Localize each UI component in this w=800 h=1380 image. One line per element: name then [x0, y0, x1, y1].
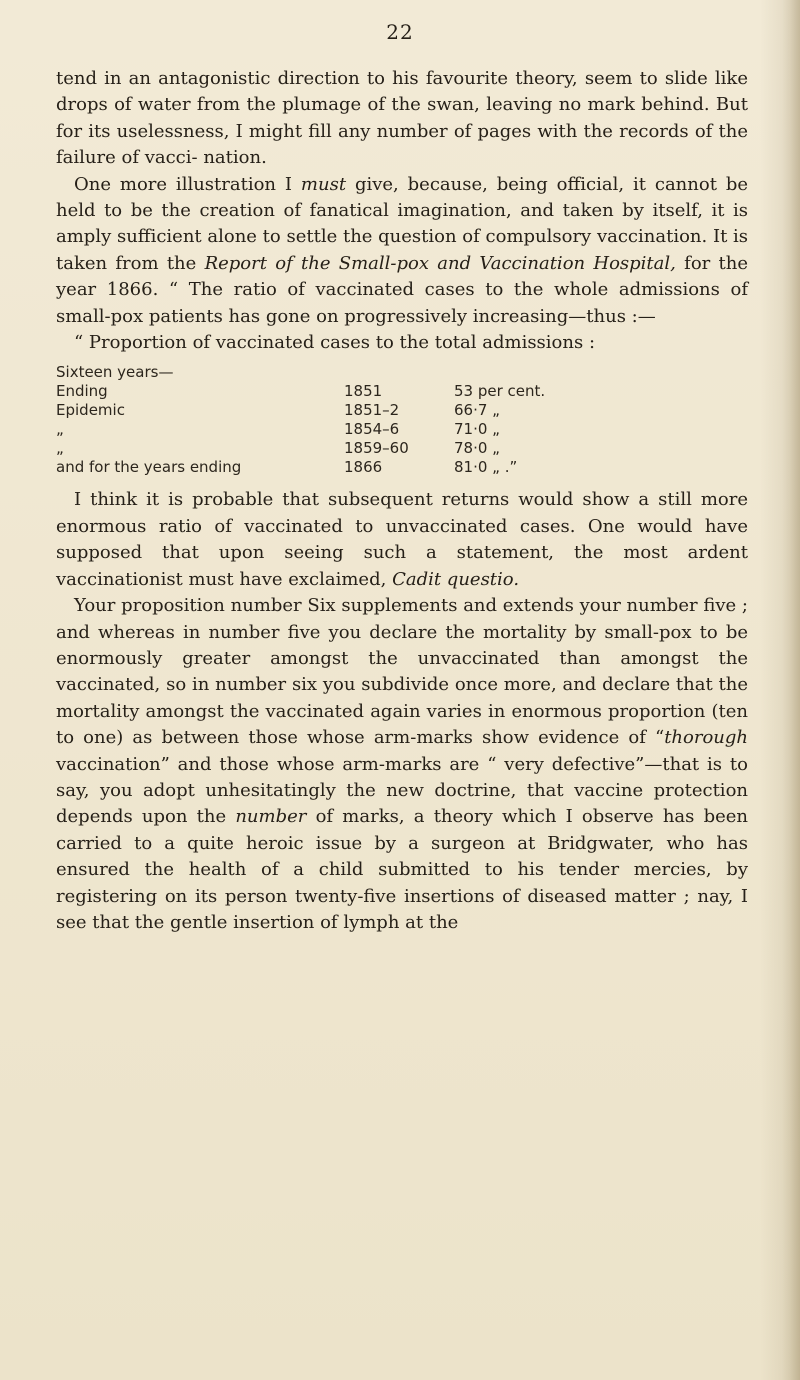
table-row — [56, 420, 656, 439]
table-row — [56, 458, 656, 477]
table-row — [56, 401, 656, 420]
table-row-years: 1854–6 — [344, 420, 400, 439]
paragraph-2-emphasis: must — [300, 173, 347, 195]
paragraph-2-part-2: give, because, being official, it cannot be held to be the creation of fanatical imagination, and taken by itself, it is amply sufficient alone to settle the question of compulsory vaccination. It is taken from the — [56, 173, 749, 274]
paragraph-1: tend in an antagonistic direction to his favourite theory, seem to slide like drops of water from the plumage of the swan, leaving no mark behind. But for its uselessness, I might fill any number of pages with the records of the failure of vacci- nation. — [56, 68, 748, 169]
paragraph-5-part-1: Your proposition number Six supplements and extends your number five ; and whereas in number five you declare the mortality by small-pox to be enormously greater amongst the unvaccinated than amongst the vaccinated, so in number six you subdivide once more, and declare that the mortality amongst the vaccinated again varies in enormous proportion (ten to one) as between those whose arm-marks show evidence of “ — [56, 595, 748, 749]
table-row-value: 53 per cent. — [454, 382, 546, 401]
table-row-years: 1851 — [344, 382, 383, 401]
report-title: Report of the Small-pox and Vaccination Hospital, — [204, 252, 676, 274]
latin-phrase: Cadit questio. — [392, 568, 520, 590]
table-row-label: „ — [56, 420, 64, 439]
table-row-years: 1851–2 — [344, 401, 400, 420]
paragraph-5-emphasis-number: number — [235, 806, 307, 828]
paragraph-4-text: I think it is probable that subsequent returns would show a still more enormous ratio of vaccinated to unvaccinated cases. One would have supposed that upon seeing such a statement, the most ardent vaccinationist must have exclaimed, — [56, 489, 748, 590]
paragraph-5-part-3: of marks, a theory which I observe has been carried to a quite heroic issue by a surgeon at Bridgwater, who has ensured the health of a child submitted to his tender mercies, by registering on its person twenty-five insertions of diseased matter ; nay, I see that the gentle insertion of lymph at the — [56, 806, 748, 933]
body-text — [56, 66, 748, 936]
statistics-table — [56, 363, 656, 477]
paragraph-5 — [56, 593, 748, 936]
table-row — [56, 439, 656, 458]
table-row-years: 1866 — [344, 458, 383, 477]
table-row-value: 71·0 „ — [454, 420, 500, 439]
paragraph-2-part-1: One more illustration I — [74, 173, 301, 195]
table-row-label: „ — [56, 439, 64, 458]
table-row — [56, 382, 656, 401]
table-row-years: 1859–60 — [344, 439, 409, 458]
table-title: Sixteen years— — [56, 363, 174, 382]
table-row-value: 81·0 „ .” — [454, 458, 518, 477]
paragraph-4 — [56, 487, 748, 593]
table-row-label: Ending — [56, 382, 108, 401]
paragraph-5-emphasis-thorough: thorough — [664, 727, 748, 749]
table-row-value: 78·0 „ — [454, 439, 500, 458]
page-number: 22 — [386, 20, 414, 44]
paragraph-5-part-2: vaccination” and those whose arm-marks are “ very defective”—that is to say, you adopt unhesitatingly the new doctrine, that vaccine protection depends upon the — [56, 753, 748, 828]
paragraph-2-part-3: for the year 1866. “ The ratio of vaccinated cases to the whole admissions of small-pox patients has gone on progressively increasing—thus :— — [56, 252, 749, 327]
table-row-label: Epidemic — [56, 401, 125, 420]
paragraph-2 — [56, 172, 748, 330]
table-row-value: 66·7 „ — [454, 401, 500, 420]
paragraph-3: “ Proportion of vaccinated cases to the total admissions : — [74, 332, 596, 354]
table-row-label: and for the years ending — [56, 458, 242, 477]
page-edge-shadow — [782, 0, 800, 1380]
